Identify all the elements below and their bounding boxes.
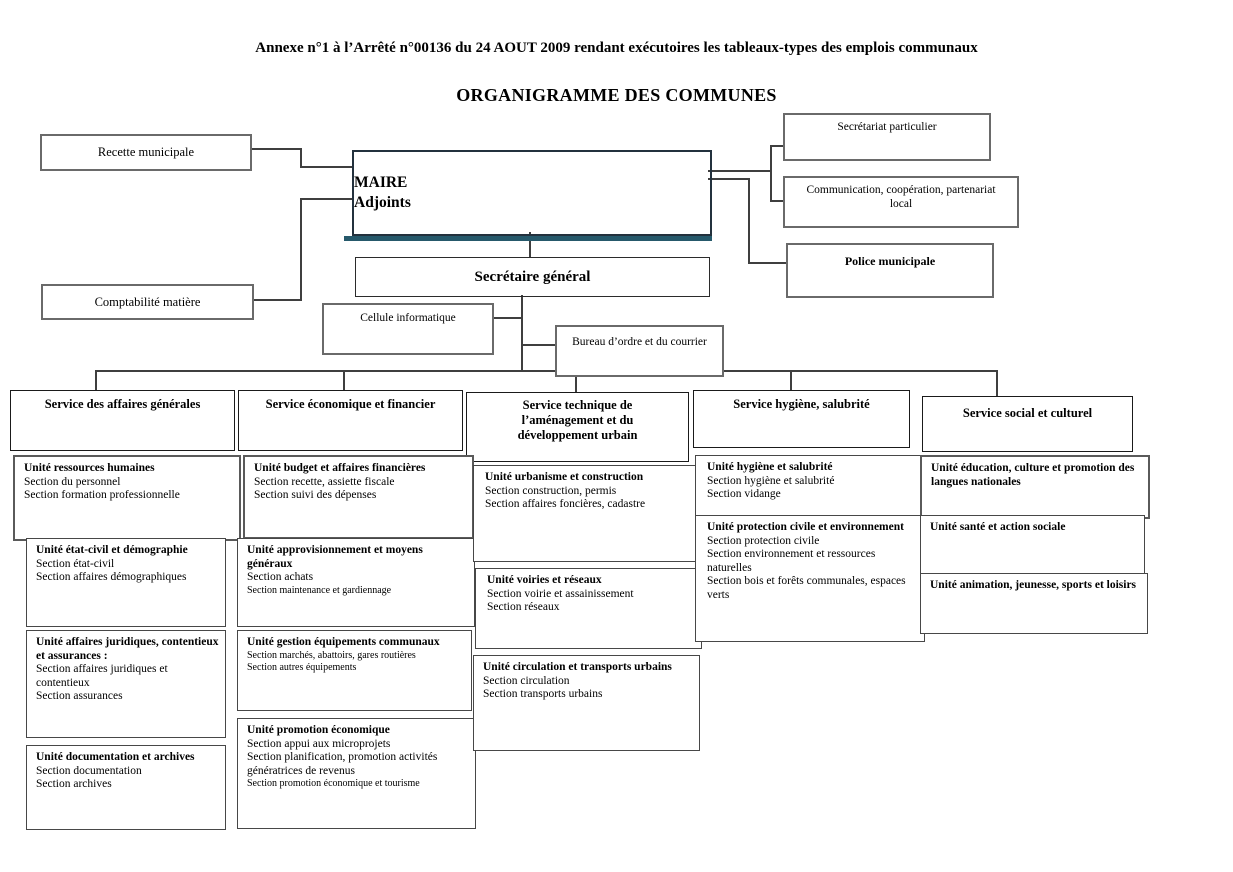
box-label: Recette municipale xyxy=(97,145,195,159)
unit-title: Unité budget et affaires financières xyxy=(254,462,426,474)
unit-section: Section appui aux microprojets xyxy=(247,737,391,750)
connector-line xyxy=(521,295,523,372)
box-label: Comptabilité matière xyxy=(94,294,201,309)
connector-line xyxy=(770,200,783,202)
chart-title: ORGANIGRAMME DES COMMUNES xyxy=(456,85,777,105)
service-hygiene-salubrite xyxy=(693,390,910,448)
box-bureau-ordre-courrier xyxy=(555,325,724,377)
connector-line xyxy=(708,178,750,180)
adjoints-label: Adjoints xyxy=(354,194,411,211)
unit-approvisionnement-moyens-generaux xyxy=(237,538,475,627)
unit-section: Section recette, assiette fiscale xyxy=(254,475,395,488)
unit-title: Unité approvisionnement et moyens généraux xyxy=(247,544,423,570)
unit-hygiene-salubrite xyxy=(695,455,925,517)
box-label: Communication, coopération, partenariat local xyxy=(806,184,996,210)
unit-section: Section maintenance et gardiennage xyxy=(247,584,392,596)
unit-title: Unité animation, jeunesse, sports et loisirs xyxy=(930,579,1137,591)
unit-section: Section affaires juridiques et contentieux xyxy=(36,663,168,689)
unit-title: Unité affaires juridiques, contentieux et assurances : xyxy=(36,636,219,662)
unit-circulation-transports xyxy=(473,655,700,751)
unit-section: Section du personnel xyxy=(24,475,121,488)
unit-affaires-juridiques xyxy=(26,630,226,738)
unit-title: Unité santé et action sociale xyxy=(930,521,1066,533)
unit-section: Section état-civil xyxy=(36,557,115,570)
unit-section: Section marchés, abattoirs, gares routières xyxy=(247,649,416,661)
unit-section: Section planification, promotion activités génératrices de revenus xyxy=(247,751,438,777)
unit-section: Section assurances xyxy=(36,690,123,702)
service-label-line: Service technique de xyxy=(522,398,633,412)
unit-section: Section suivi des dépenses xyxy=(254,489,377,501)
connector-line xyxy=(300,198,352,200)
box-comptabilite-matiere xyxy=(41,284,254,320)
unit-section: Section protection civile xyxy=(707,534,820,547)
unit-section: Section vidange xyxy=(707,488,781,500)
unit-budget-affaires-financieres xyxy=(243,455,474,539)
connector-line xyxy=(343,370,345,391)
connector-line xyxy=(770,145,772,202)
unit-section: Section affaires foncières, cadastre xyxy=(485,498,646,510)
unit-title: Unité gestion équipements communaux xyxy=(247,636,440,648)
unit-education-culture-langues xyxy=(920,455,1150,519)
service-social-culturel xyxy=(922,396,1133,452)
unit-section: Section bois et forêts communales, espaces verts xyxy=(707,575,906,601)
connector-line xyxy=(95,370,998,372)
unit-promotion-economique xyxy=(237,718,476,829)
service-label: Service économique et financier xyxy=(265,397,436,411)
box-label: Bureau d’ordre et du courrier xyxy=(572,336,707,348)
unit-title: Unité urbanisme et construction xyxy=(485,471,644,483)
connector-line xyxy=(770,145,783,147)
connector-line xyxy=(300,166,352,168)
connector-line xyxy=(248,148,300,150)
unit-protection-civile-environnement xyxy=(695,515,925,642)
unit-urbanisme-construction xyxy=(473,465,699,562)
service-label-line: l’aménagement et du xyxy=(521,413,634,427)
unit-title: Unité promotion économique xyxy=(247,724,390,736)
box-label: Secrétaire général xyxy=(474,268,591,285)
unit-section: Section hygiène et salubrité xyxy=(707,474,835,487)
maire-label: MAIRE xyxy=(354,174,408,191)
unit-title: Unité protection civile et environnement xyxy=(707,521,904,533)
unit-gestion-equipements-communaux xyxy=(237,630,472,711)
connector-line xyxy=(490,317,521,319)
box-communication-cooperation xyxy=(783,176,1019,228)
unit-ressources-humaines xyxy=(13,455,241,541)
connector-line xyxy=(95,370,97,391)
unit-section: Section documentation xyxy=(36,764,142,777)
connector-line xyxy=(250,299,300,301)
connector-line xyxy=(521,344,555,346)
box-maire-adjoints xyxy=(352,150,712,236)
unit-section: Section formation professionnelle xyxy=(24,489,180,501)
connector-line xyxy=(300,198,302,301)
box-label: Police municipale xyxy=(844,254,936,268)
box-police-municipale xyxy=(786,243,994,298)
unit-title: Unité voiries et réseaux xyxy=(487,574,602,586)
service-label-line: développement urbain xyxy=(517,428,638,442)
unit-sante-action-sociale xyxy=(920,515,1145,574)
box-label: Cellule informatique xyxy=(360,312,456,324)
connector-line xyxy=(708,170,770,172)
connector-line xyxy=(300,148,302,168)
unit-section: Section environnement et ressources naturelles xyxy=(707,548,876,574)
unit-title: Unité documentation et archives xyxy=(36,751,195,763)
box-label: Secrétariat particulier xyxy=(837,121,937,133)
unit-section: Section transports urbains xyxy=(483,688,603,700)
unit-title: Unité circulation et transports urbains xyxy=(483,661,672,673)
box-secretaire-general xyxy=(355,257,710,297)
unit-documentation-archives xyxy=(26,745,226,830)
unit-title: Unité hygiène et salubrité xyxy=(707,461,833,473)
unit-etat-civil-demographie xyxy=(26,538,226,627)
unit-section: Section autres équipements xyxy=(247,662,357,673)
unit-section: Section affaires démographiques xyxy=(36,571,187,583)
service-label: Service social et culturel xyxy=(962,406,1093,420)
connector-line xyxy=(790,370,792,391)
box-cellule-informatique xyxy=(322,303,494,355)
service-label: Service des affaires générales xyxy=(44,397,201,411)
unit-section: Section construction, permis xyxy=(485,484,617,497)
unit-title: Unité ressources humaines xyxy=(24,462,155,474)
page-title: Annexe n°1 à l’Arrêté n°00136 du 24 AOUT 2009 rendant exécutoires les tableaux-types des emplois communaux xyxy=(255,40,978,56)
service-affaires-generales xyxy=(10,390,235,451)
unit-section: Section voirie et assainissement xyxy=(487,587,634,600)
unit-voiries-reseaux xyxy=(475,568,702,649)
connector-line xyxy=(748,262,786,264)
unit-section: Section promotion économique et tourisme xyxy=(247,778,420,789)
connector-line xyxy=(996,370,998,397)
unit-section: Section achats xyxy=(247,571,314,583)
service-economique-financier xyxy=(238,390,463,451)
unit-animation-jeunesse-sports xyxy=(920,573,1148,634)
unit-section: Section archives xyxy=(36,778,112,790)
unit-title: Unité état-civil et démographie xyxy=(36,544,188,556)
unit-section: Section circulation xyxy=(483,674,570,687)
connector-line xyxy=(748,178,750,264)
box-recette-municipale xyxy=(40,134,252,171)
service-technique-amenagement xyxy=(466,392,689,462)
unit-title: Unité éducation, culture et promotion des langues nationales xyxy=(931,462,1135,488)
box-secretariat-particulier xyxy=(783,113,991,161)
service-label: Service hygiène, salubrité xyxy=(733,397,870,411)
unit-section: Section réseaux xyxy=(487,601,560,613)
